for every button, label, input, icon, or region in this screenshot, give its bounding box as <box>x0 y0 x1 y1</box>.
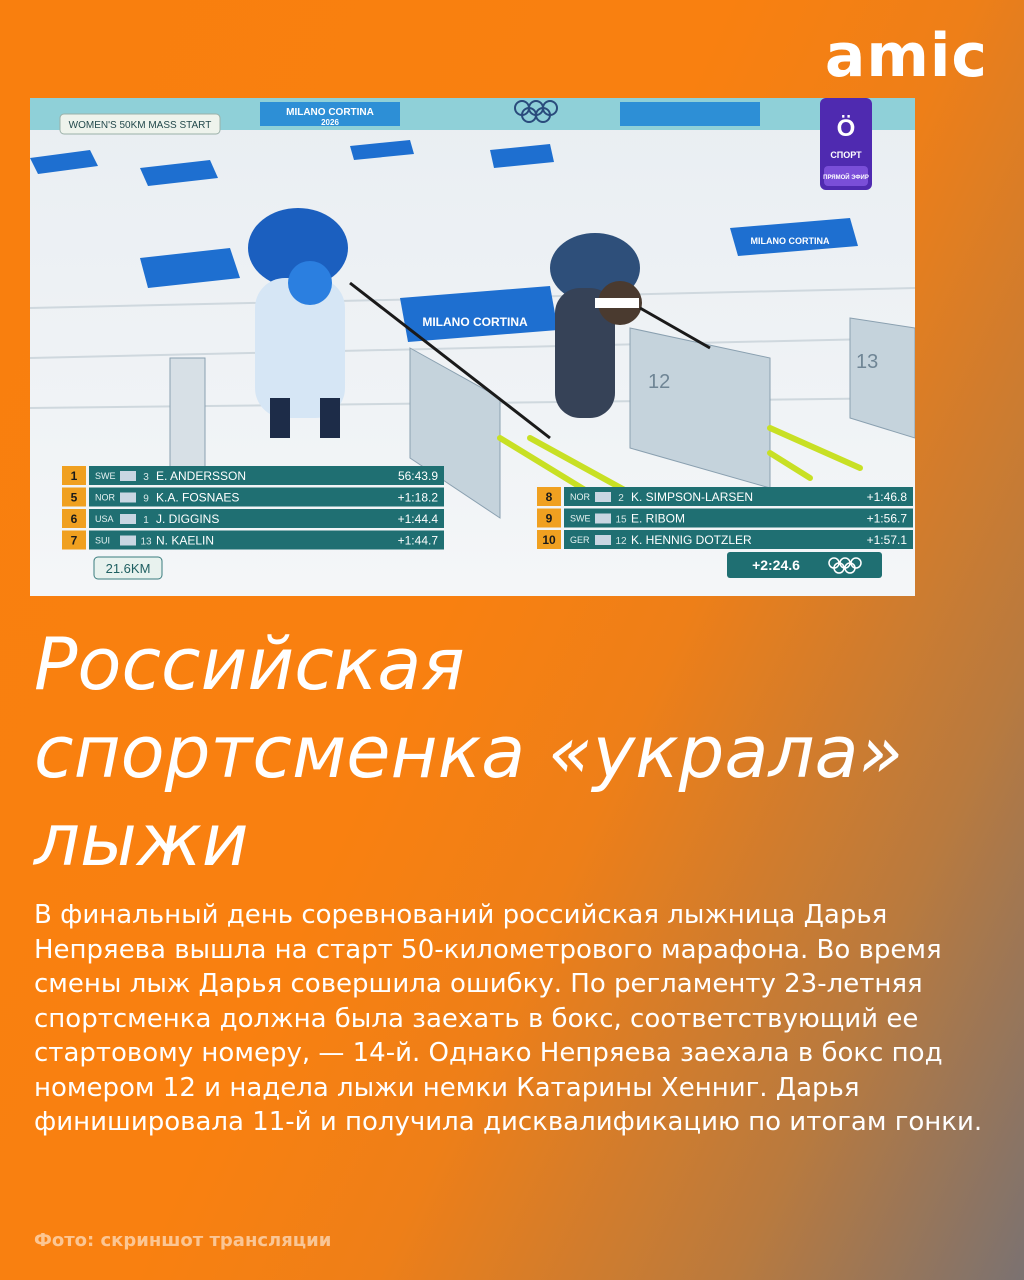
right-banner-text: MILANO CORTINA <box>750 236 830 246</box>
standing-position: 5 <box>70 490 78 505</box>
standing-time: +1:57.1 <box>866 533 907 547</box>
standing-time: +1:18.2 <box>397 490 438 505</box>
standing-bib: 1 <box>143 515 149 526</box>
flag-icon <box>595 535 611 545</box>
standing-nation: SUI <box>95 535 111 546</box>
standings-right <box>537 487 913 549</box>
standing-bib: 13 <box>140 536 152 548</box>
standing-name: N. KAELIN <box>156 533 215 548</box>
box-board-far-left <box>170 358 205 468</box>
standing-position: 10 <box>542 533 556 547</box>
box-number-13: 13 <box>856 351 879 373</box>
standing-name: E. RIBOM <box>631 511 686 526</box>
photo-credit: Фото: скриншот трансляции <box>34 1230 332 1251</box>
standing-nation: NOR <box>570 492 590 502</box>
box-number-12: 12 <box>648 371 671 393</box>
top-banner-2 <box>620 102 760 126</box>
standing-position: 9 <box>545 511 553 526</box>
standing-name: J. DIGGINS <box>156 512 220 526</box>
channel-name: СПОРТ <box>830 150 862 160</box>
flag-icon <box>120 493 136 503</box>
amic-logo: amic <box>824 21 988 91</box>
standing-bib: 2 <box>618 493 624 504</box>
standing-bib: 15 <box>615 514 627 526</box>
standing-time: 56:43.9 <box>397 469 438 483</box>
standing-name: K. SIMPSON-LARSEN <box>631 490 754 504</box>
standing-nation: NOR <box>95 492 115 503</box>
event-label: WOMEN'S 50KM MASS START <box>68 120 212 131</box>
flag-icon <box>120 471 136 481</box>
distance-label: 21.6KM <box>105 561 151 576</box>
headline-line-2: спортсменка «украла» <box>34 710 904 794</box>
article-body: В финальный день соревнований российская лыжница Дарья Непряева вышла на старт 50-километрового марафона. Во время смены лыж Дарья совершила ошибку. По регламенту 23-летняя спортсменка должна была заехать в бокс, соответствующий ее стартовому номеру, — 14-й. Однако Непряева заехала в бокс под номером 12 и надела лыжи немки Катарины Хенниг. Дарья финишировала 11-й и получила дисквалификацию по итогам гонки. <box>34 900 983 1137</box>
standing-name: K.A. FOSNAES <box>156 490 240 505</box>
standing-bib: 9 <box>143 493 149 505</box>
standing-nation: SWE <box>570 513 591 524</box>
gap-time: +2:24.6 <box>752 557 800 573</box>
flag-icon <box>595 492 611 502</box>
flag-icon <box>120 536 136 546</box>
standing-position: 1 <box>70 469 78 483</box>
standing-position: 7 <box>70 533 78 548</box>
standing-position: 6 <box>70 512 78 526</box>
standing-position: 8 <box>545 490 553 504</box>
standing-time: +1:56.7 <box>866 511 907 526</box>
standing-name: E. ANDERSSON <box>156 469 247 483</box>
standing-time: +1:44.4 <box>397 512 438 526</box>
channel-o-icon: Ö <box>836 115 856 142</box>
headline <box>34 620 994 884</box>
flag-icon <box>120 514 136 524</box>
standing-time: +1:44.7 <box>397 533 438 548</box>
standing-bib: 12 <box>615 536 627 547</box>
standing-nation: SWE <box>95 471 116 481</box>
broadcast-screenshot <box>30 98 915 596</box>
flag-icon <box>595 514 611 524</box>
top-banner-year: 2026 <box>321 118 339 127</box>
standing-name: K. HENNIG DOTZLER <box>631 533 752 547</box>
mid-banner-text: MILANO CORTINA <box>422 315 528 329</box>
standing-nation: USA <box>95 514 114 524</box>
standing-nation: GER <box>570 535 590 545</box>
headline-line-1: Российская <box>34 622 465 706</box>
gap-box <box>727 552 882 578</box>
standing-time: +1:46.8 <box>866 490 907 504</box>
standing-bib: 3 <box>143 472 149 483</box>
channel-live: ПРЯМОЙ ЭФИР <box>823 175 869 181</box>
top-banner-text: MILANO CORTINA <box>286 107 374 118</box>
headline-line-3: лыжи <box>34 798 249 882</box>
box-board-right <box>850 318 915 438</box>
